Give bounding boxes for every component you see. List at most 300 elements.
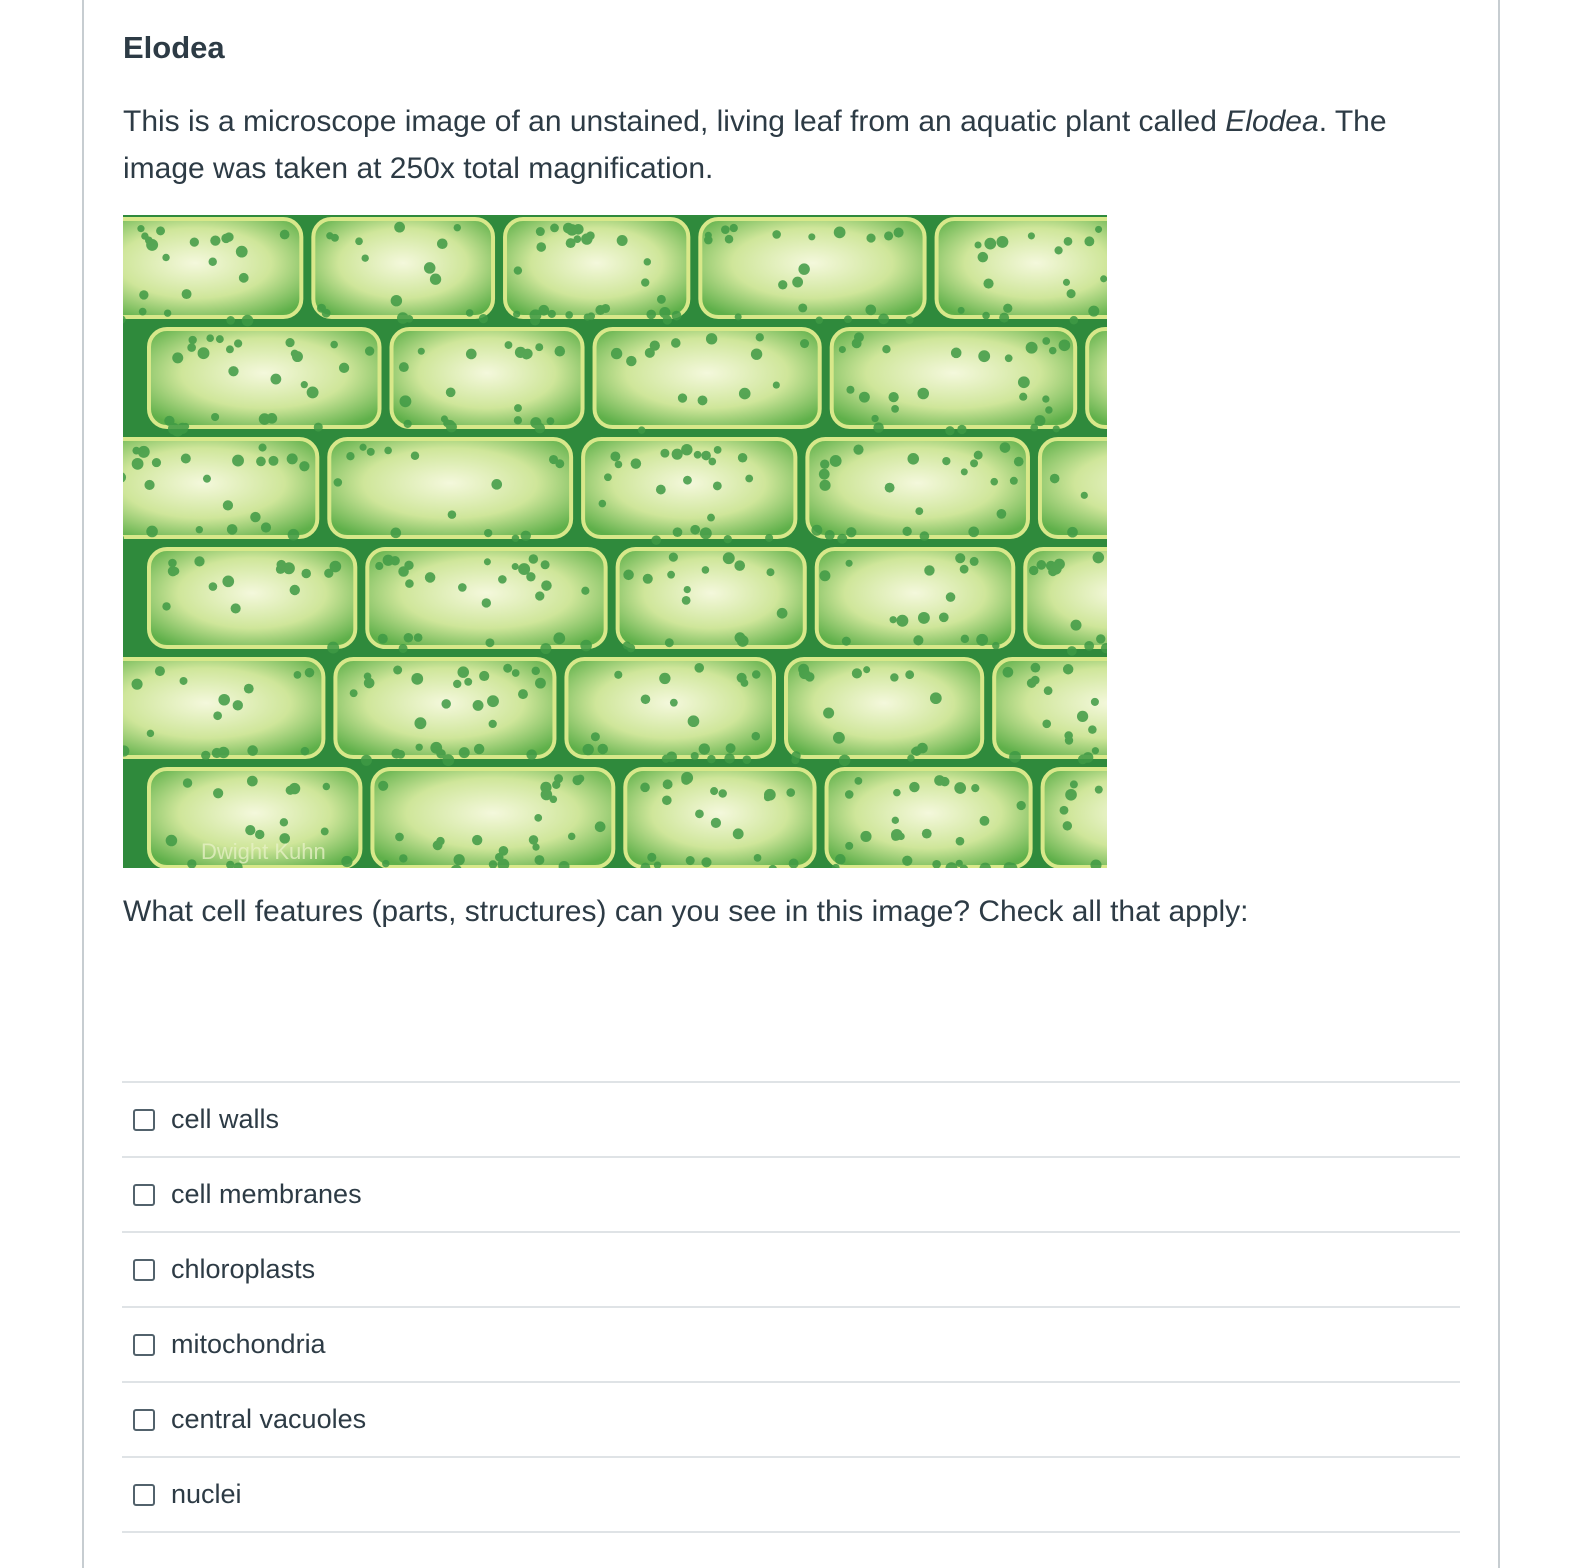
chloroplast — [457, 666, 469, 678]
chloroplast — [299, 461, 309, 471]
chloroplast — [391, 295, 402, 306]
chloroplast — [1071, 620, 1082, 631]
chloroplast — [223, 500, 233, 510]
chloroplast — [218, 694, 230, 706]
chloroplast — [211, 413, 219, 421]
chloroplast — [548, 310, 556, 318]
chloroplast — [132, 679, 143, 690]
chloroplast — [907, 453, 919, 465]
chloroplast — [521, 531, 531, 541]
chloroplast — [1096, 634, 1105, 643]
chloroplast — [466, 309, 474, 317]
chloroplast — [576, 775, 584, 783]
chloroplast — [1009, 751, 1021, 763]
chloroplast — [166, 835, 178, 847]
chloroplast — [871, 415, 878, 422]
chloroplast — [503, 664, 512, 673]
chloroplast — [745, 475, 753, 483]
chloroplast — [678, 393, 687, 402]
chloroplast — [1059, 339, 1071, 351]
chloroplast — [725, 235, 734, 244]
answer-label: cell walls — [171, 1104, 280, 1134]
chloroplast — [541, 560, 550, 569]
chloroplast — [686, 856, 695, 865]
chloroplast — [754, 854, 762, 862]
chloroplast — [955, 553, 965, 563]
chloroplast — [917, 388, 929, 400]
chloroplast — [643, 574, 653, 584]
chloroplast — [512, 669, 520, 677]
leaf-cell — [313, 219, 493, 317]
chloroplast — [882, 345, 890, 353]
chloroplast — [203, 475, 211, 483]
chloroplast — [294, 671, 302, 679]
chloroplast — [364, 672, 372, 680]
chloroplast — [182, 423, 189, 430]
chloroplast — [1050, 474, 1060, 484]
chloroplast — [132, 447, 140, 455]
chloroplast — [341, 856, 352, 867]
chloroplast — [894, 228, 904, 238]
chloroplast — [968, 526, 979, 537]
chloroplast — [491, 479, 502, 490]
question-intro — [123, 98, 1443, 192]
answer-checkbox[interactable] — [133, 1109, 155, 1131]
leaf-cell — [329, 439, 571, 537]
chloroplast — [830, 455, 842, 467]
chloroplast — [786, 788, 795, 797]
chloroplast — [1017, 801, 1026, 810]
chloroplast — [978, 252, 989, 263]
chloroplast — [210, 236, 220, 246]
chloroplast — [641, 278, 649, 286]
chloroplast — [1088, 306, 1099, 317]
chloroplast — [513, 311, 520, 318]
chloroplast — [816, 316, 823, 323]
chloroplast — [280, 818, 288, 826]
chloroplast — [227, 524, 238, 535]
question-title: Elodea — [123, 30, 225, 65]
chloroplast — [323, 783, 330, 790]
chloroplast — [132, 458, 144, 470]
question-prompt: What cell features (parts, structures) can you see in this image? Check all that apply: — [123, 895, 1249, 928]
leaf-cell — [1040, 439, 1107, 537]
chloroplast — [226, 345, 234, 353]
chloroplast — [258, 444, 266, 452]
chloroplast — [662, 795, 672, 805]
answer-checkbox[interactable] — [133, 1259, 155, 1281]
chloroplast — [172, 352, 183, 363]
chloroplast — [414, 633, 423, 642]
chloroplast — [498, 575, 507, 584]
chloroplast — [945, 426, 954, 435]
chloroplast — [397, 312, 409, 324]
chloroplast — [1044, 686, 1053, 695]
chloroplast — [322, 309, 331, 318]
chloroplast — [231, 603, 241, 613]
chloroplast — [553, 632, 565, 644]
chloroplast — [222, 575, 234, 587]
answer-option[interactable] — [122, 1233, 1460, 1308]
chloroplast — [213, 711, 222, 720]
chloroplast — [1067, 527, 1078, 538]
chloroplast — [399, 362, 409, 372]
chloroplast — [983, 278, 993, 288]
chloroplast — [331, 234, 339, 242]
chloroplast — [530, 417, 541, 428]
chloroplast — [512, 535, 519, 542]
leaf-cell — [618, 549, 805, 647]
chloroplast — [518, 689, 528, 699]
chloroplast — [615, 461, 623, 469]
chloroplast — [902, 856, 912, 866]
chloroplast — [466, 349, 477, 360]
chloroplast — [146, 526, 158, 538]
chloroplast — [1063, 664, 1073, 674]
chloroplast — [682, 596, 691, 605]
leaf-cell — [123, 219, 301, 317]
chloroplast — [514, 416, 522, 424]
chloroplast — [1014, 457, 1024, 467]
chloroplast — [721, 225, 730, 234]
chloroplast — [893, 789, 901, 797]
chloroplast — [907, 755, 914, 762]
chloroplast — [137, 225, 144, 232]
chloroplast — [411, 452, 419, 460]
chloroplast — [196, 526, 203, 533]
leaf-cell — [149, 549, 355, 647]
chloroplast — [540, 643, 551, 654]
leaf-cell — [786, 659, 982, 757]
chloroplast — [239, 273, 249, 283]
chloroplast — [164, 416, 174, 426]
chloroplast — [999, 313, 1009, 323]
answer-checkbox[interactable] — [133, 1484, 155, 1506]
chloroplast — [216, 335, 224, 343]
chloroplast — [811, 525, 822, 536]
chloroplast — [1003, 667, 1014, 678]
answer-option[interactable] — [122, 1158, 1460, 1233]
chloroplast — [418, 348, 425, 355]
chloroplast — [670, 699, 678, 707]
chloroplast — [739, 388, 751, 400]
chloroplast — [187, 343, 196, 352]
chloroplast — [644, 258, 651, 265]
chloroplast — [614, 671, 622, 679]
chloroplast — [902, 527, 911, 536]
answer-option[interactable] — [122, 1383, 1460, 1458]
chloroplast — [884, 231, 893, 240]
chloroplast — [990, 478, 998, 486]
answer-option[interactable] — [122, 1458, 1460, 1533]
chloroplast — [399, 854, 407, 862]
chloroplast — [206, 334, 214, 342]
chloroplast — [694, 451, 702, 459]
chloroplast — [587, 312, 595, 320]
chloroplast — [247, 776, 258, 787]
chloroplast — [690, 525, 700, 535]
chloroplast — [256, 457, 266, 467]
chloroplast — [918, 612, 930, 624]
chloroplast — [287, 453, 298, 464]
chloroplast — [773, 381, 780, 388]
chloroplast — [473, 700, 484, 711]
chloroplast — [724, 535, 732, 543]
chloroplast — [314, 423, 323, 432]
chloroplast — [361, 755, 372, 766]
chloroplast — [853, 445, 863, 455]
chloroplast — [1084, 641, 1094, 651]
chloroplast — [194, 556, 204, 566]
chloroplast — [155, 666, 165, 676]
chloroplast — [823, 707, 834, 718]
chloroplast — [957, 425, 966, 434]
chloroplast — [819, 570, 830, 581]
chloroplast — [424, 262, 436, 274]
chloroplast — [261, 522, 271, 532]
intro-species-name: Elodea — [1225, 105, 1319, 138]
chloroplast — [595, 305, 605, 315]
chloroplast — [982, 312, 990, 320]
chloroplast — [663, 315, 672, 324]
chloroplast — [535, 591, 544, 600]
chloroplast — [145, 237, 153, 245]
chloroplast — [378, 781, 388, 791]
chloroplast — [552, 781, 560, 789]
chloroplast — [362, 254, 369, 261]
chloroplast — [1045, 406, 1052, 413]
chloroplast — [162, 254, 169, 261]
chloroplast — [522, 350, 531, 359]
chloroplast — [845, 842, 853, 850]
chloroplast — [526, 749, 537, 760]
chloroplast — [970, 459, 978, 467]
chloroplast — [951, 348, 962, 359]
answer-checkbox[interactable] — [133, 1184, 155, 1206]
chloroplast — [604, 473, 612, 481]
chloroplast — [1042, 719, 1051, 728]
chloroplast — [156, 226, 165, 235]
chloroplast — [651, 535, 661, 545]
chloroplast — [1091, 698, 1099, 706]
chloroplast — [355, 237, 363, 245]
chloroplast — [623, 570, 634, 581]
chloroplast — [890, 616, 897, 623]
chloroplast — [691, 752, 699, 760]
chloroplast — [791, 756, 799, 764]
chloroplast — [1054, 246, 1062, 254]
chloroplast — [733, 828, 744, 839]
chloroplast — [267, 413, 278, 424]
chloroplast — [152, 458, 161, 467]
chloroplast — [250, 512, 260, 522]
chloroplast — [1053, 425, 1060, 432]
chloroplast — [946, 592, 956, 602]
chloroplast — [1019, 393, 1027, 401]
chloroplast — [529, 554, 539, 564]
answer-list — [122, 1081, 1460, 1533]
chloroplast — [168, 559, 177, 568]
chloroplast — [213, 788, 223, 798]
chloroplast — [334, 478, 343, 487]
elodea-microscope-image — [123, 215, 1107, 868]
chloroplast — [285, 338, 294, 347]
answer-label: mitochondria — [171, 1329, 326, 1359]
chloroplast — [484, 558, 491, 565]
chloroplast — [472, 835, 482, 845]
chloroplast — [305, 668, 315, 678]
leaf-cell — [625, 769, 814, 867]
chloroplast — [350, 689, 358, 697]
chloroplast — [190, 237, 199, 246]
chloroplast — [535, 855, 545, 865]
chloroplast — [534, 814, 542, 822]
chloroplast — [698, 395, 708, 405]
chloroplast — [939, 612, 949, 622]
chloroplast — [365, 346, 374, 355]
chloroplast — [700, 527, 712, 539]
chloroplast — [734, 560, 745, 571]
chloroplast — [339, 363, 349, 373]
chloroplast — [695, 809, 704, 818]
chloroplast — [911, 748, 918, 755]
chloroplast — [535, 343, 543, 351]
chloroplast — [669, 553, 678, 562]
chloroplast — [1093, 552, 1105, 564]
chloroplast — [487, 695, 499, 707]
chloroplast — [530, 315, 540, 325]
chloroplast — [885, 483, 895, 493]
chloroplast — [182, 289, 192, 299]
chloroplast — [647, 853, 656, 862]
chloroplast — [672, 311, 682, 321]
leaf-cell — [595, 329, 820, 427]
chloroplast — [568, 833, 575, 840]
chloroplast — [611, 348, 622, 359]
chloroplast — [224, 232, 233, 241]
chloroplast — [656, 485, 666, 495]
chloroplast — [846, 560, 853, 567]
chloroplast — [808, 233, 815, 240]
chloroplast — [971, 784, 979, 792]
chloroplast — [458, 583, 467, 592]
chloroplast — [662, 755, 670, 763]
chloroplast — [1070, 316, 1079, 325]
chloroplast — [144, 480, 154, 490]
chloroplast — [891, 832, 900, 841]
chloroplast — [726, 743, 736, 753]
chloroplast — [147, 730, 154, 737]
chloroplast — [396, 750, 405, 759]
chloroplast — [765, 534, 773, 542]
chloroplast — [399, 644, 408, 653]
chloroplast — [617, 235, 628, 246]
chloroplast — [541, 580, 552, 591]
chloroplast — [232, 455, 244, 467]
chloroplast — [1063, 821, 1072, 830]
chloroplast — [291, 350, 299, 358]
chloroplast — [764, 794, 772, 802]
chloroplast — [892, 817, 899, 824]
chloroplast — [1027, 678, 1037, 688]
chloroplast — [976, 634, 988, 646]
chloroplast — [268, 456, 278, 466]
chloroplast — [792, 277, 803, 288]
chloroplast — [778, 280, 787, 289]
chloroplast — [512, 563, 519, 570]
chloroplast — [723, 552, 735, 564]
chloroplast — [536, 242, 546, 252]
chloroplast — [800, 339, 809, 348]
answer-label: central vacuoles — [171, 1404, 367, 1434]
chloroplast — [730, 224, 738, 232]
chloroplast — [1010, 477, 1018, 485]
chloroplast — [443, 419, 451, 427]
chloroplast — [866, 233, 875, 242]
chloroplast — [399, 395, 411, 407]
chloroplast — [234, 339, 242, 347]
chloroplast — [891, 405, 899, 413]
chloroplast — [599, 500, 607, 508]
chloroplast — [659, 673, 670, 684]
chloroplast — [1028, 232, 1035, 239]
chloroplast — [1000, 442, 1011, 453]
chloroplast — [209, 258, 217, 266]
chloroplast — [479, 671, 489, 681]
chloroplast — [909, 782, 919, 792]
chloroplast — [164, 309, 171, 316]
chloroplast — [1050, 563, 1062, 575]
chloroplast — [139, 308, 147, 316]
chloroplast — [961, 635, 969, 643]
chloroplast — [441, 699, 451, 709]
chloroplast — [1049, 347, 1057, 355]
answer-checkbox[interactable] — [133, 1334, 155, 1356]
chloroplast — [701, 451, 711, 461]
chloroplast — [844, 315, 852, 323]
chloroplast — [1064, 237, 1073, 246]
chloroplast — [646, 310, 656, 320]
chloroplast — [681, 775, 691, 785]
chloroplast — [915, 507, 923, 515]
chloroplast — [188, 336, 196, 344]
chloroplast — [798, 664, 809, 675]
chloroplast — [665, 638, 674, 647]
chloroplast — [454, 224, 461, 231]
answer-option[interactable] — [122, 1083, 1460, 1158]
chloroplast — [735, 313, 742, 320]
chloroplast — [459, 747, 470, 758]
answer-checkbox[interactable] — [133, 1409, 155, 1431]
chloroplast — [626, 356, 636, 366]
chloroplast — [820, 480, 831, 491]
chloroplast — [684, 586, 691, 593]
leaf-cell — [937, 219, 1107, 317]
chloroplast — [586, 231, 595, 240]
answer-option[interactable] — [122, 1308, 1460, 1383]
chloroplast — [555, 346, 566, 357]
chloroplast — [688, 715, 700, 727]
chloroplast — [1036, 560, 1046, 570]
chloroplast — [479, 314, 488, 323]
chloroplast — [505, 341, 513, 349]
chloroplast — [390, 528, 401, 539]
chloroplast — [934, 775, 945, 786]
chloroplast — [992, 642, 999, 649]
chloroplast — [321, 828, 329, 836]
chloroplast — [290, 585, 300, 595]
chloroplast — [582, 744, 593, 755]
